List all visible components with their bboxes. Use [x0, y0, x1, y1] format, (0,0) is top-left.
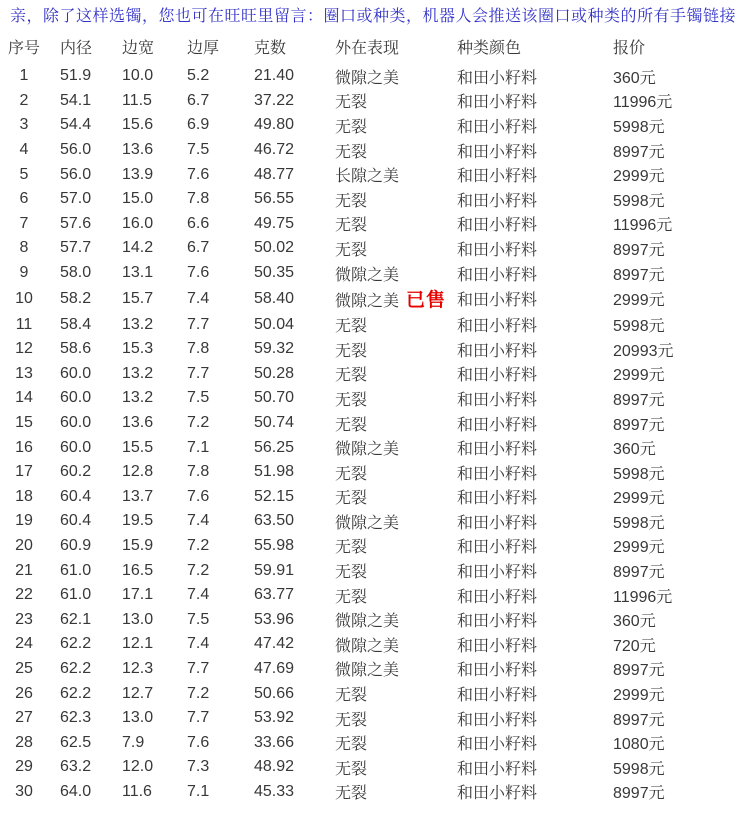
cell-no: 18	[15, 487, 33, 505]
cell-edge_width: 12.3	[122, 659, 154, 677]
cell-inner_diameter: 64.0	[60, 782, 92, 800]
table-row	[0, 64, 751, 89]
cell-edge_width: 14.2	[122, 239, 154, 257]
cell-appearance: 无裂	[335, 711, 368, 729]
cell-price: 5998元	[613, 318, 665, 336]
cell-edge_width: 11.6	[122, 782, 152, 800]
cell-appearance: 无裂	[335, 564, 368, 582]
cell-grams: 56.25	[254, 438, 295, 456]
cell-price: 2999元	[613, 490, 665, 508]
cell-no: 9	[19, 264, 29, 282]
cell-edge_width: 15.9	[122, 536, 154, 554]
cell-appearance: 无裂	[335, 539, 368, 557]
cell-inner_diameter: 62.2	[60, 659, 92, 677]
cell-edge_thickness: 7.1	[187, 438, 210, 456]
page	[0, 5, 751, 804]
cell-grams: 53.92	[254, 709, 295, 727]
cell-price: 11996元	[613, 217, 673, 235]
table-row	[0, 89, 751, 114]
cell-grams: 48.77	[254, 165, 295, 183]
cell-appearance: 微隙之美	[335, 69, 400, 87]
cell-grams: 33.66	[254, 733, 295, 751]
cell-price: 360元	[613, 613, 656, 631]
cell-price: 20993元	[613, 342, 674, 360]
table-row	[0, 460, 751, 485]
cell-kind_color: 和田小籽料	[457, 391, 538, 409]
cell-edge_width: 13.6	[122, 414, 154, 432]
cell-edge_width: 13.2	[122, 364, 154, 382]
cell-appearance: 无裂	[335, 367, 368, 385]
cell-edge_width: 15.0	[122, 190, 154, 208]
cell-kind_color: 和田小籽料	[457, 613, 538, 631]
sold-badge: 已售	[406, 290, 447, 312]
cell-price: 2999元	[613, 292, 665, 310]
column-header-grams: 克数	[254, 39, 287, 57]
cell-price: 360元	[613, 441, 656, 459]
cell-edge_thickness: 7.2	[187, 414, 210, 432]
column-header-price: 报价	[613, 39, 646, 57]
cell-grams: 59.91	[254, 561, 295, 579]
cell-inner_diameter: 62.1	[60, 610, 92, 628]
cell-appearance: 无裂	[335, 241, 368, 259]
cell-edge_width: 13.0	[122, 610, 154, 628]
cell-kind_color: 和田小籽料	[457, 266, 538, 284]
cell-inner_diameter: 60.0	[60, 364, 92, 382]
cell-edge_width: 16.0	[122, 214, 154, 232]
table-row	[0, 187, 751, 212]
cell-edge_width: 12.1	[122, 635, 154, 653]
cell-inner_diameter: 62.3	[60, 709, 92, 727]
cell-kind_color: 和田小籽料	[457, 342, 538, 360]
cell-grams: 51.98	[254, 463, 295, 481]
cell-grams: 56.55	[254, 190, 295, 208]
table-row	[0, 337, 751, 362]
cell-no: 7	[19, 214, 29, 232]
cell-no: 3	[19, 116, 29, 134]
cell-no: 13	[15, 364, 33, 382]
cell-edge_width: 13.2	[122, 389, 154, 407]
cell-kind_color: 和田小籽料	[457, 711, 538, 729]
cell-kind_color: 和田小籽料	[457, 687, 538, 705]
cell-appearance: 无裂	[335, 143, 368, 161]
cell-kind_color: 和田小籽料	[457, 662, 538, 680]
cell-kind_color: 和田小籽料	[457, 367, 538, 385]
cell-no: 14	[15, 389, 33, 407]
cell-kind_color: 和田小籽料	[457, 318, 538, 336]
cell-kind_color: 和田小籽料	[457, 465, 538, 483]
cell-kind_color: 和田小籽料	[457, 143, 538, 161]
column-header-kind_color: 种类颜色	[457, 39, 522, 57]
cell-inner_diameter: 61.0	[60, 561, 92, 579]
cell-edge_width: 15.6	[122, 116, 154, 134]
cell-no: 24	[15, 635, 33, 653]
cell-appearance: 无裂	[335, 490, 368, 508]
cell-inner_diameter: 56.0	[60, 165, 92, 183]
table-row	[0, 435, 751, 460]
cell-edge_width: 13.1	[122, 264, 154, 282]
cell-edge_width: 10.0	[122, 67, 154, 85]
cell-inner_diameter: 54.4	[60, 116, 92, 134]
cell-kind_color: 和田小籽料	[457, 514, 538, 532]
cell-kind_color: 和田小籽料	[457, 539, 538, 557]
cell-inner_diameter: 60.0	[60, 389, 92, 407]
cell-price: 8997元	[613, 564, 665, 582]
cell-edge_thickness: 7.7	[187, 315, 210, 333]
cell-appearance: 无裂	[335, 736, 368, 754]
cell-price: 8997元	[613, 391, 665, 409]
table-row	[0, 706, 751, 731]
cell-edge_width: 13.6	[122, 141, 154, 159]
cell-inner_diameter: 58.4	[60, 315, 92, 333]
notice-text: 亲，除了这样选镯，您也可在旺旺里留言：圈口或种类，机器人会推送该圈口或种类的所有手镯链接	[10, 8, 737, 25]
cell-no: 28	[15, 733, 33, 751]
cell-no: 6	[19, 190, 29, 208]
cell-inner_diameter: 57.6	[60, 214, 92, 232]
cell-no: 8	[19, 239, 29, 257]
cell-inner_diameter: 60.9	[60, 536, 92, 554]
cell-appearance: 无裂	[335, 118, 368, 136]
cell-edge_width: 13.7	[122, 487, 154, 505]
cell-kind_color: 和田小籽料	[457, 241, 538, 259]
table-row	[0, 607, 751, 632]
cell-edge_width: 12.0	[122, 758, 154, 776]
cell-appearance: 无裂	[335, 318, 368, 336]
table-row	[0, 236, 751, 261]
cell-price: 5998元	[613, 760, 665, 778]
cell-kind_color: 和田小籽料	[457, 441, 538, 459]
cell-kind_color: 和田小籽料	[457, 736, 538, 754]
cell-appearance: 无裂	[335, 785, 368, 803]
cell-edge_thickness: 6.7	[187, 239, 210, 257]
cell-kind_color: 和田小籽料	[457, 94, 538, 112]
table-row	[0, 485, 751, 510]
column-header-edge_thickness: 边厚	[187, 39, 220, 57]
cell-edge_thickness: 7.1	[187, 782, 210, 800]
table-row	[0, 411, 751, 436]
cell-edge_thickness: 7.4	[187, 289, 210, 307]
cell-grams: 50.74	[254, 414, 295, 432]
table-row	[0, 113, 751, 138]
table-row	[0, 212, 751, 237]
cell-inner_diameter: 60.2	[60, 463, 92, 481]
cell-edge_width: 13.2	[122, 315, 154, 333]
cell-grams: 50.66	[254, 684, 295, 702]
cell-kind_color: 和田小籽料	[457, 490, 538, 508]
cell-no: 1	[19, 67, 29, 85]
table-header	[0, 28, 751, 64]
cell-grams: 21.40	[254, 67, 295, 85]
cell-appearance: 无裂	[335, 217, 368, 235]
cell-appearance: 微隙之美	[335, 637, 400, 655]
bracelet-table	[0, 28, 751, 804]
cell-edge_thickness: 7.6	[187, 264, 210, 282]
table-row	[0, 312, 751, 337]
cell-grams: 63.50	[254, 512, 295, 530]
table-row	[0, 138, 751, 163]
cell-grams: 49.80	[254, 116, 295, 134]
cell-kind_color: 和田小籽料	[457, 564, 538, 582]
cell-edge_thickness: 7.7	[187, 709, 210, 727]
cell-edge_thickness: 7.8	[187, 463, 210, 481]
cell-inner_diameter: 62.2	[60, 635, 92, 653]
cell-grams: 58.40	[254, 289, 295, 307]
cell-inner_diameter: 61.0	[60, 586, 92, 604]
cell-edge_thickness: 7.2	[187, 561, 210, 579]
cell-edge_thickness: 7.5	[187, 389, 210, 407]
cell-grams: 53.96	[254, 610, 295, 628]
table-row	[0, 534, 751, 559]
cell-edge_thickness: 6.9	[187, 116, 210, 134]
cell-inner_diameter: 57.0	[60, 190, 92, 208]
cell-no: 17	[15, 463, 33, 481]
cell-appearance: 微隙之美	[335, 613, 400, 631]
cell-edge_thickness: 7.5	[187, 610, 210, 628]
cell-kind_color: 和田小籽料	[457, 168, 538, 186]
cell-price: 8997元	[613, 711, 665, 729]
cell-grams: 50.35	[254, 264, 295, 282]
cell-no: 2	[19, 91, 29, 109]
cell-inner_diameter: 57.7	[60, 239, 92, 257]
cell-edge_width: 13.0	[122, 709, 154, 727]
cell-grams: 50.70	[254, 389, 295, 407]
cell-edge_thickness: 6.6	[187, 214, 210, 232]
cell-no: 20	[15, 536, 33, 554]
cell-price: 11996元	[613, 588, 673, 606]
cell-edge_width: 7.9	[122, 733, 145, 751]
cell-inner_diameter: 58.6	[60, 340, 92, 358]
cell-edge_width: 15.7	[122, 289, 154, 307]
cell-edge_width: 15.5	[122, 438, 154, 456]
cell-appearance: 无裂	[335, 760, 368, 778]
cell-edge_thickness: 7.5	[187, 141, 210, 159]
cell-grams: 48.92	[254, 758, 295, 776]
cell-edge_thickness: 5.2	[187, 67, 210, 85]
cell-appearance: 无裂	[335, 687, 368, 705]
cell-no: 12	[15, 340, 33, 358]
cell-kind_color: 和田小籽料	[457, 416, 538, 434]
cell-no: 10	[15, 289, 33, 307]
cell-edge_thickness: 7.7	[187, 364, 210, 382]
cell-edge_width: 12.8	[122, 463, 154, 481]
cell-inner_diameter: 51.9	[60, 67, 92, 85]
cell-kind_color: 和田小籽料	[457, 760, 538, 778]
cell-price: 1080元	[613, 736, 665, 754]
cell-price: 2999元	[613, 539, 665, 557]
table-row	[0, 386, 751, 411]
cell-inner_diameter: 62.2	[60, 684, 92, 702]
cell-price: 5998元	[613, 192, 665, 210]
cell-grams: 49.75	[254, 214, 295, 232]
cell-appearance: 无裂	[335, 192, 368, 210]
cell-no: 29	[15, 758, 33, 776]
cell-inner_diameter: 60.0	[60, 438, 92, 456]
cell-appearance: 微隙之美	[335, 662, 400, 680]
cell-price: 8997元	[613, 266, 665, 284]
cell-inner_diameter: 58.0	[60, 264, 92, 282]
cell-edge_thickness: 7.4	[187, 635, 210, 653]
cell-edge_thickness: 7.6	[187, 165, 210, 183]
cell-inner_diameter: 60.4	[60, 512, 92, 530]
cell-no: 26	[15, 684, 33, 702]
cell-no: 15	[15, 414, 33, 432]
table-row	[0, 558, 751, 583]
cell-price: 8997元	[613, 241, 665, 259]
cell-no: 11	[15, 315, 33, 333]
cell-appearance: 无裂	[335, 588, 368, 606]
cell-no: 27	[15, 709, 33, 727]
cell-inner_diameter: 60.4	[60, 487, 92, 505]
cell-price: 8997元	[613, 662, 665, 680]
cell-price: 8997元	[613, 785, 665, 803]
column-header-edge_width: 边宽	[122, 39, 155, 57]
cell-edge_thickness: 7.2	[187, 684, 210, 702]
cell-grams: 37.22	[254, 91, 295, 109]
cell-no: 4	[19, 141, 29, 159]
cell-kind_color: 和田小籽料	[457, 637, 538, 655]
cell-price: 8997元	[613, 143, 665, 161]
table-row	[0, 657, 751, 682]
cell-price: 2999元	[613, 168, 665, 186]
cell-no: 16	[15, 438, 33, 456]
cell-no: 30	[15, 782, 33, 800]
cell-price: 8997元	[613, 416, 665, 434]
cell-appearance: 无裂	[335, 391, 368, 409]
cell-inner_diameter: 54.1	[60, 91, 92, 109]
cell-edge_thickness: 7.8	[187, 340, 210, 358]
cell-grams: 47.42	[254, 635, 295, 653]
cell-price: 360元	[613, 69, 656, 87]
cell-edge_width: 12.7	[122, 684, 154, 702]
table-row	[0, 162, 751, 187]
cell-edge_thickness: 7.6	[187, 487, 210, 505]
table-row	[0, 285, 751, 312]
column-header-inner_diameter: 内径	[60, 39, 93, 57]
cell-inner_diameter: 63.2	[60, 758, 92, 776]
cell-edge_width: 17.1	[122, 586, 154, 604]
cell-kind_color: 和田小籽料	[457, 118, 538, 136]
cell-appearance: 微隙之美	[335, 441, 400, 459]
cell-no: 23	[15, 610, 33, 628]
cell-no: 21	[15, 561, 33, 579]
table-body	[0, 64, 751, 804]
cell-price: 2999元	[613, 687, 665, 705]
cell-grams: 46.72	[254, 141, 295, 159]
cell-appearance: 无裂	[335, 465, 368, 483]
table-row	[0, 261, 751, 286]
cell-no: 5	[19, 165, 29, 183]
cell-edge_width: 16.5	[122, 561, 154, 579]
cell-appearance: 微隙之美	[335, 266, 400, 284]
cell-appearance: 微隙之美 已售	[335, 290, 447, 312]
cell-edge_thickness: 7.7	[187, 659, 210, 677]
cell-grams: 50.28	[254, 364, 295, 382]
cell-edge_thickness: 7.8	[187, 190, 210, 208]
cell-grams: 52.15	[254, 487, 295, 505]
cell-grams: 63.77	[254, 586, 295, 604]
cell-inner_diameter: 60.0	[60, 414, 92, 432]
cell-kind_color: 和田小籽料	[457, 69, 538, 87]
cell-edge_thickness: 6.7	[187, 91, 210, 109]
cell-price: 2999元	[613, 367, 665, 385]
cell-edge_thickness: 7.3	[187, 758, 210, 776]
table-row	[0, 632, 751, 657]
column-header-no: 序号	[7, 39, 40, 57]
cell-inner_diameter: 58.2	[60, 289, 92, 307]
cell-edge_width: 13.9	[122, 165, 154, 183]
cell-grams: 50.04	[254, 315, 295, 333]
table-row	[0, 509, 751, 534]
column-header-appearance: 外在表现	[335, 39, 400, 57]
cell-edge_thickness: 7.6	[187, 733, 210, 751]
cell-edge_width: 11.5	[122, 91, 152, 109]
cell-price: 11996元	[613, 94, 673, 112]
table-row	[0, 755, 751, 780]
cell-appearance: 无裂	[335, 416, 368, 434]
header-row	[0, 28, 751, 64]
cell-grams: 47.69	[254, 659, 295, 677]
cell-price: 5998元	[613, 465, 665, 483]
cell-appearance: 长隙之美	[335, 168, 400, 186]
table-row	[0, 583, 751, 608]
cell-kind_color: 和田小籽料	[457, 588, 538, 606]
cell-edge_width: 19.5	[122, 512, 154, 530]
cell-appearance: 无裂	[335, 94, 368, 112]
cell-price: 5998元	[613, 118, 665, 136]
cell-price: 5998元	[613, 514, 665, 532]
cell-grams: 50.02	[254, 239, 295, 257]
cell-edge_thickness: 7.2	[187, 536, 210, 554]
cell-no: 22	[15, 586, 33, 604]
cell-grams: 45.33	[254, 782, 295, 800]
cell-grams: 59.32	[254, 340, 295, 358]
cell-inner_diameter: 56.0	[60, 141, 92, 159]
cell-kind_color: 和田小籽料	[457, 192, 538, 210]
cell-price: 720元	[613, 637, 656, 655]
cell-no: 25	[15, 659, 33, 677]
cell-appearance: 微隙之美	[335, 514, 400, 532]
table-row	[0, 681, 751, 706]
cell-no: 19	[15, 512, 33, 530]
cell-inner_diameter: 62.5	[60, 733, 92, 751]
table-row	[0, 780, 751, 805]
cell-kind_color: 和田小籽料	[457, 217, 538, 235]
cell-kind_color: 和田小籽料	[457, 785, 538, 803]
cell-edge_width: 15.3	[122, 340, 154, 358]
cell-edge_thickness: 7.4	[187, 586, 210, 604]
cell-kind_color: 和田小籽料	[457, 292, 538, 310]
table-row	[0, 730, 751, 755]
cell-edge_thickness: 7.4	[187, 512, 210, 530]
table-row	[0, 362, 751, 387]
cell-grams: 55.98	[254, 536, 295, 554]
cell-appearance: 无裂	[335, 342, 368, 360]
